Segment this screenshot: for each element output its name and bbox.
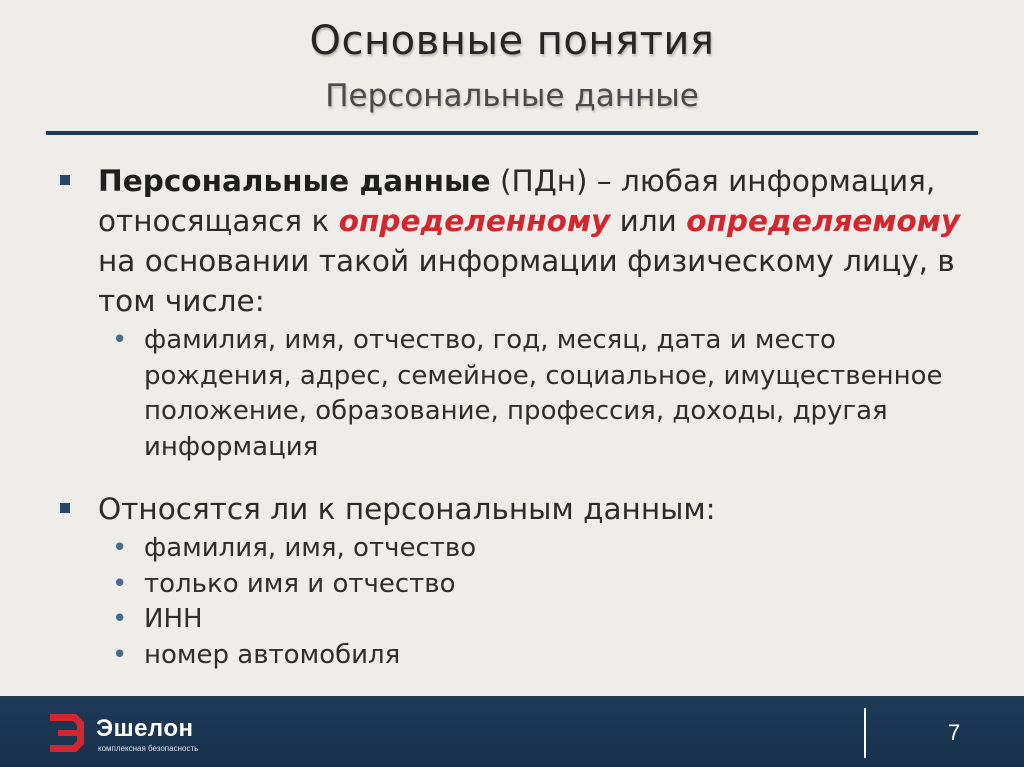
footer-divider xyxy=(864,708,866,758)
square-bullet-icon xyxy=(60,175,70,185)
title-divider xyxy=(46,131,978,135)
list-item-text: только имя и отчество xyxy=(144,568,456,599)
slide-subtitle: Персональные данные xyxy=(325,78,699,114)
list-item-text: фамилия, имя, отчество xyxy=(144,533,477,563)
echelon-logo-icon xyxy=(46,710,90,756)
definition-text-2: или xyxy=(610,204,687,238)
list-item xyxy=(60,531,980,567)
square-bullet-icon xyxy=(60,503,70,513)
bullet-icon: • xyxy=(112,533,128,563)
emphasis-definable: определяемому xyxy=(686,204,961,238)
emphasis-defined: определенному xyxy=(338,204,611,238)
logo-tagline: комплексная безопасность xyxy=(98,744,199,753)
definition-text-1: (ПДн) – любая информация, относящаяся к xyxy=(98,164,936,238)
company-logo xyxy=(46,710,236,756)
question-text: Относятся ли к персональным данным: xyxy=(98,492,716,526)
bullet-icon: • xyxy=(112,568,128,599)
list-item-text: номер автомобиля xyxy=(144,639,401,670)
question-item xyxy=(60,489,980,529)
list-item xyxy=(60,567,980,603)
definition-subitem-text: фамилия, имя, отчество, год, месяц, дата и место рождения, адрес, семейное, социальное, имущественное положение, образование, профессия, доходы, другая информация xyxy=(144,325,943,462)
logo-name: Эшелон xyxy=(96,715,194,742)
bullet-icon: • xyxy=(112,604,128,634)
bullet-icon: • xyxy=(112,639,128,670)
definition-subitem xyxy=(60,323,980,465)
footer-bar xyxy=(0,696,1024,767)
list-item xyxy=(60,602,980,638)
definition-text-3: на основании такой информации физическому лицу, в том числе: xyxy=(98,244,955,318)
slide-title: Основные понятия xyxy=(309,18,715,64)
slide-content xyxy=(60,161,980,673)
list-item xyxy=(60,638,980,674)
bullet-icon: • xyxy=(112,325,128,355)
definition-item xyxy=(60,161,980,321)
definition-term: Персональные данные xyxy=(98,164,491,198)
list-item-text: ИНН xyxy=(144,604,203,634)
definition-sublist xyxy=(60,323,980,465)
page-number: 7 xyxy=(948,720,961,745)
question-sublist xyxy=(60,531,980,673)
